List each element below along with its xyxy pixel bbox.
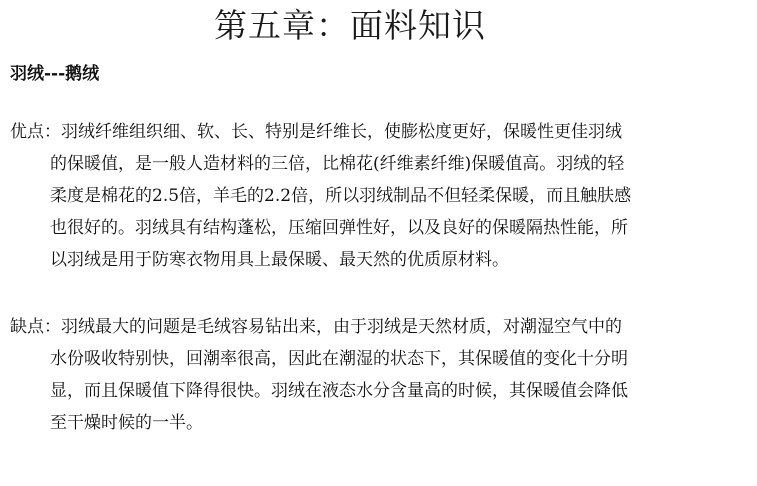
pros-line: 优点：羽绒纤维组织细、软、长、特别是纤维长，使膨松度更好，保暖性更佳羽绒 (10, 122, 622, 142)
pros-line: 柔度是棉花的2.5倍，羊毛的2.2倍，所以羽绒制品不但轻柔保暖，而且触肤感 (50, 186, 632, 206)
cons-paragraph (10, 311, 745, 439)
section-heading: 羽绒---鹅绒 (10, 64, 100, 84)
pros-line: 的保暖值，是一般人造材料的三倍，比棉花(纤维素纤维)保暖值高。羽绒的轻 (50, 154, 625, 174)
pros-line: 以羽绒是用于防寒衣物用具上最保暖、最天然的优质原材料。 (50, 250, 509, 270)
cons-line: 至干燥时候的一半。 (50, 413, 203, 433)
chapter-title: 第五章：面料知识 (214, 6, 486, 45)
cons-line: 水份吸收特别快，回潮率很高，因此在潮湿的状态下，其保暖值的变化十分明 (50, 349, 628, 369)
pros-line: 也很好的。羽绒具有结构蓬松，压缩回弹性好，以及良好的保暖隔热性能，所 (50, 218, 628, 238)
cons-line: 缺点：羽绒最大的问题是毛绒容易钻出来，由于羽绒是天然材质，对潮湿空气中的 (10, 317, 622, 337)
cons-line: 显，而且保暖值下降得很快。羽绒在液态水分含量高的时候，其保暖值会降低 (50, 381, 628, 401)
pros-paragraph (10, 116, 745, 276)
